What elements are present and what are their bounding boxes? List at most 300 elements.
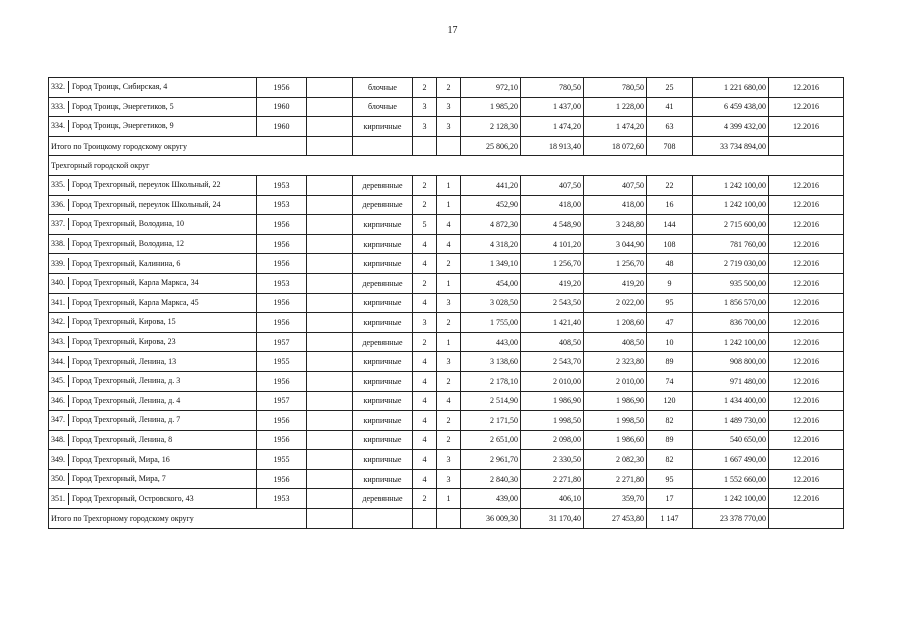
area-total-cell: 2 128,30 [461, 117, 521, 137]
area-living-cell: 406,10 [521, 489, 584, 509]
address-cell [49, 352, 257, 372]
address-text: Город Трехгорный, Мира, 7 [72, 474, 166, 484]
floors-cell: 2 [413, 175, 437, 195]
entrances-cell: 3 [437, 97, 461, 117]
entrances-cell: 1 [437, 332, 461, 352]
residents-cell: 25 [647, 78, 693, 98]
year-cell: 1956 [257, 469, 307, 489]
floors-cell: 4 [413, 234, 437, 254]
cost-cell: 6 459 438,00 [693, 97, 769, 117]
year-cell: 1953 [257, 175, 307, 195]
table-row [49, 332, 844, 352]
area-living-cell: 1 421,40 [521, 313, 584, 333]
entrances-cell: 3 [437, 117, 461, 137]
date-cell: 12.2016 [769, 489, 844, 509]
page-number: 17 [447, 25, 458, 36]
row-number: 345. [51, 376, 65, 386]
entrances-cell: 2 [437, 313, 461, 333]
cell-divider [68, 238, 69, 250]
total-label: Итого по Трехгорному городскому округу [49, 509, 307, 529]
cell-divider [68, 316, 69, 328]
cell-divider [68, 101, 69, 113]
cost-cell: 1 242 100,00 [693, 195, 769, 215]
area-total-cell: 2 961,70 [461, 450, 521, 470]
floors-cell: 2 [413, 489, 437, 509]
address-text: Город Трехгорный, Ленина, д. 3 [72, 376, 181, 386]
cell-divider [68, 375, 69, 387]
area-residential-cell: 1 998,50 [584, 411, 647, 431]
housing-register-table [48, 77, 844, 529]
date-cell: 12.2016 [769, 175, 844, 195]
area-residential-cell: 1 474,20 [584, 117, 647, 137]
empty-cell [353, 136, 413, 156]
row-number: 333. [51, 101, 65, 111]
address-cell [49, 313, 257, 333]
table-row [49, 215, 844, 235]
area-residential-cell: 2 022,00 [584, 293, 647, 313]
date-cell: 12.2016 [769, 371, 844, 391]
empty-cell [307, 489, 353, 509]
year-cell: 1957 [257, 391, 307, 411]
floors-cell: 4 [413, 469, 437, 489]
entrances-cell: 4 [437, 234, 461, 254]
empty-cell [307, 97, 353, 117]
address-text: Город Троицк, Сибирская, 4 [72, 82, 168, 92]
entrances-cell: 1 [437, 175, 461, 195]
empty-cell [307, 313, 353, 333]
table-row [49, 293, 844, 313]
date-cell: 12.2016 [769, 215, 844, 235]
row-number: 346. [51, 395, 65, 405]
area-living-cell: 1 474,20 [521, 117, 584, 137]
address-cell [49, 215, 257, 235]
total-label: Итого по Троицкому городскому округу [49, 136, 307, 156]
address-cell [49, 469, 257, 489]
cell-divider [68, 258, 69, 270]
table-row [49, 391, 844, 411]
residents-cell: 1 147 [647, 509, 693, 529]
cost-cell: 2 715 600,00 [693, 215, 769, 235]
row-number: 351. [51, 493, 65, 503]
material-cell: кирпичные [353, 469, 413, 489]
residents-cell: 120 [647, 391, 693, 411]
area-living-cell: 780,50 [521, 78, 584, 98]
empty-cell [307, 254, 353, 274]
empty-cell [437, 509, 461, 529]
area-residential-cell: 2 323,80 [584, 352, 647, 372]
empty-cell [307, 117, 353, 137]
empty-cell [413, 136, 437, 156]
floors-cell: 2 [413, 273, 437, 293]
area-living-cell: 2 098,00 [521, 430, 584, 450]
area-residential-cell: 1 986,90 [584, 391, 647, 411]
empty-cell [307, 469, 353, 489]
year-cell: 1953 [257, 489, 307, 509]
material-cell: кирпичные [353, 117, 413, 137]
empty-cell [307, 391, 353, 411]
material-cell: деревянные [353, 489, 413, 509]
residents-cell: 95 [647, 469, 693, 489]
residents-cell: 48 [647, 254, 693, 274]
row-number: 337. [51, 219, 65, 229]
area-living-cell: 2 330,50 [521, 450, 584, 470]
address-text: Город Троицк, Энергетиков, 5 [72, 101, 174, 111]
area-residential-cell: 418,00 [584, 195, 647, 215]
empty-cell [307, 78, 353, 98]
empty-cell [307, 411, 353, 431]
area-total-cell: 3 028,50 [461, 293, 521, 313]
entrances-cell: 2 [437, 371, 461, 391]
year-cell: 1957 [257, 332, 307, 352]
address-text: Город Трехгорный, Ленина, д. 4 [72, 395, 181, 405]
floors-cell: 3 [413, 313, 437, 333]
area-living-cell: 407,50 [521, 175, 584, 195]
table-row [49, 313, 844, 333]
empty-cell [307, 234, 353, 254]
entrances-cell: 3 [437, 352, 461, 372]
address-cell [49, 450, 257, 470]
area-residential-cell: 2 271,80 [584, 469, 647, 489]
date-cell: 12.2016 [769, 391, 844, 411]
area-total-cell: 439,00 [461, 489, 521, 509]
empty-cell [307, 450, 353, 470]
residents-cell: 47 [647, 313, 693, 333]
total-row [49, 509, 844, 529]
cost-cell: 1 434 400,00 [693, 391, 769, 411]
cost-cell: 23 378 770,00 [693, 509, 769, 529]
residents-cell: 74 [647, 371, 693, 391]
address-cell [49, 391, 257, 411]
residents-cell: 708 [647, 136, 693, 156]
empty-cell [307, 332, 353, 352]
floors-cell: 4 [413, 430, 437, 450]
address-text: Город Трехгорный, Ленина, 8 [72, 434, 173, 444]
empty-cell [413, 509, 437, 529]
cost-cell: 1 242 100,00 [693, 175, 769, 195]
cell-divider [68, 434, 69, 446]
date-cell: 12.2016 [769, 293, 844, 313]
area-total-cell: 1 755,00 [461, 313, 521, 333]
area-living-cell: 1 998,50 [521, 411, 584, 431]
residents-cell: 144 [647, 215, 693, 235]
residents-cell: 10 [647, 332, 693, 352]
table-row [49, 254, 844, 274]
area-total-cell: 2 840,30 [461, 469, 521, 489]
row-number: 342. [51, 317, 65, 327]
area-total-cell: 454,00 [461, 273, 521, 293]
year-cell: 1956 [257, 411, 307, 431]
material-cell: деревянные [353, 332, 413, 352]
entrances-cell: 4 [437, 391, 461, 411]
section-label: Трехгорный городской округ [49, 156, 844, 176]
area-residential-cell: 3 248,80 [584, 215, 647, 235]
floors-cell: 4 [413, 352, 437, 372]
empty-cell [307, 352, 353, 372]
cost-cell: 836 700,00 [693, 313, 769, 333]
area-total-cell: 1 349,10 [461, 254, 521, 274]
cost-cell: 1 242 100,00 [693, 332, 769, 352]
address-cell [49, 78, 257, 98]
entrances-cell: 1 [437, 273, 461, 293]
year-cell: 1956 [257, 430, 307, 450]
address-text: Город Трехгорный, Карла Маркса, 45 [72, 297, 199, 307]
row-number: 348. [51, 434, 65, 444]
table-body [49, 78, 844, 529]
cost-cell: 1 221 680,00 [693, 78, 769, 98]
material-cell: кирпичные [353, 391, 413, 411]
floors-cell: 3 [413, 97, 437, 117]
cost-cell: 1 242 100,00 [693, 489, 769, 509]
area-total-cell: 2 178,10 [461, 371, 521, 391]
area-living-cell: 18 913,40 [521, 136, 584, 156]
address-text: Город Трехгорный, Кирова, 15 [72, 317, 176, 327]
row-number: 344. [51, 356, 65, 366]
date-cell: 12.2016 [769, 450, 844, 470]
row-number: 341. [51, 297, 65, 307]
area-residential-cell: 408,50 [584, 332, 647, 352]
area-total-cell: 2 651,00 [461, 430, 521, 450]
date-cell: 12.2016 [769, 117, 844, 137]
date-cell: 12.2016 [769, 254, 844, 274]
address-text: Город Трехгорный, Карла Маркса, 34 [72, 278, 199, 288]
area-living-cell: 1 986,90 [521, 391, 584, 411]
cell-divider [68, 493, 69, 505]
table-row [49, 97, 844, 117]
year-cell: 1960 [257, 117, 307, 137]
floors-cell: 2 [413, 195, 437, 215]
address-text: Город Трехгорный, Володина, 10 [72, 219, 184, 229]
empty-cell [307, 273, 353, 293]
area-total-cell: 2 171,50 [461, 411, 521, 431]
table-row [49, 195, 844, 215]
material-cell: деревянные [353, 273, 413, 293]
address-cell [49, 411, 257, 431]
cost-cell: 1 489 730,00 [693, 411, 769, 431]
residents-cell: 82 [647, 450, 693, 470]
address-text: Город Трехгорный, Кирова, 23 [72, 336, 176, 346]
cost-cell: 781 760,00 [693, 234, 769, 254]
address-text: Город Трехгорный, Володина, 12 [72, 238, 184, 248]
empty-cell [353, 509, 413, 529]
floors-cell: 4 [413, 450, 437, 470]
row-number: 339. [51, 258, 65, 268]
material-cell: блочные [353, 78, 413, 98]
table-row [49, 117, 844, 137]
cell-divider [68, 336, 69, 348]
material-cell: кирпичные [353, 234, 413, 254]
cost-cell: 33 734 894,00 [693, 136, 769, 156]
material-cell: блочные [353, 97, 413, 117]
row-number: 334. [51, 121, 65, 131]
address-text: Город Трехгорный, Мира, 16 [72, 454, 170, 464]
year-cell: 1956 [257, 215, 307, 235]
date-cell: 12.2016 [769, 273, 844, 293]
address-cell [49, 234, 257, 254]
area-living-cell: 1 256,70 [521, 254, 584, 274]
material-cell: кирпичные [353, 313, 413, 333]
cell-divider [68, 120, 69, 132]
date-cell: 12.2016 [769, 97, 844, 117]
empty-cell [307, 136, 353, 156]
area-living-cell: 31 170,40 [521, 509, 584, 529]
area-total-cell: 25 806,20 [461, 136, 521, 156]
area-total-cell: 2 514,90 [461, 391, 521, 411]
empty-cell [769, 509, 844, 529]
address-cell [49, 254, 257, 274]
table-row [49, 234, 844, 254]
year-cell: 1955 [257, 450, 307, 470]
entrances-cell: 3 [437, 450, 461, 470]
year-cell: 1956 [257, 78, 307, 98]
area-residential-cell: 2 010,00 [584, 371, 647, 391]
cell-divider [68, 81, 69, 93]
year-cell: 1956 [257, 371, 307, 391]
residents-cell: 89 [647, 430, 693, 450]
material-cell: кирпичные [353, 352, 413, 372]
area-total-cell: 441,20 [461, 175, 521, 195]
table-row [49, 411, 844, 431]
address-cell [49, 489, 257, 509]
area-total-cell: 4 872,30 [461, 215, 521, 235]
material-cell: кирпичные [353, 371, 413, 391]
area-living-cell: 2 271,80 [521, 469, 584, 489]
table-row [49, 469, 844, 489]
material-cell: кирпичные [353, 450, 413, 470]
empty-cell [307, 215, 353, 235]
area-total-cell: 4 318,20 [461, 234, 521, 254]
area-total-cell: 36 009,30 [461, 509, 521, 529]
address-cell [49, 195, 257, 215]
area-living-cell: 4 548,90 [521, 215, 584, 235]
area-residential-cell: 419,20 [584, 273, 647, 293]
entrances-cell: 2 [437, 411, 461, 431]
empty-cell [307, 509, 353, 529]
cell-divider [68, 395, 69, 407]
residents-cell: 95 [647, 293, 693, 313]
date-cell: 12.2016 [769, 411, 844, 431]
floors-cell: 4 [413, 391, 437, 411]
area-residential-cell: 3 044,90 [584, 234, 647, 254]
year-cell: 1956 [257, 313, 307, 333]
address-cell [49, 430, 257, 450]
floors-cell: 4 [413, 411, 437, 431]
area-living-cell: 418,00 [521, 195, 584, 215]
row-number: 349. [51, 454, 65, 464]
entrances-cell: 3 [437, 293, 461, 313]
cell-divider [68, 356, 69, 368]
material-cell: деревянные [353, 195, 413, 215]
entrances-cell: 4 [437, 215, 461, 235]
date-cell: 12.2016 [769, 78, 844, 98]
year-cell: 1955 [257, 352, 307, 372]
table-row [49, 352, 844, 372]
area-residential-cell: 780,50 [584, 78, 647, 98]
table-row [49, 489, 844, 509]
area-living-cell: 2 543,70 [521, 352, 584, 372]
cost-cell: 1 856 570,00 [693, 293, 769, 313]
address-cell [49, 293, 257, 313]
date-cell: 12.2016 [769, 469, 844, 489]
area-total-cell: 443,00 [461, 332, 521, 352]
empty-cell [307, 195, 353, 215]
entrances-cell: 3 [437, 469, 461, 489]
year-cell: 1953 [257, 195, 307, 215]
row-number: 338. [51, 238, 65, 248]
table-row [49, 175, 844, 195]
area-residential-cell: 407,50 [584, 175, 647, 195]
material-cell: кирпичные [353, 254, 413, 274]
empty-cell [307, 371, 353, 391]
section-header-row [49, 156, 844, 176]
row-number: 340. [51, 278, 65, 288]
residents-cell: 16 [647, 195, 693, 215]
table-row [49, 371, 844, 391]
address-text: Город Трехгорный, Ленина, д. 7 [72, 415, 181, 425]
date-cell: 12.2016 [769, 332, 844, 352]
residents-cell: 22 [647, 175, 693, 195]
cost-cell: 4 399 432,00 [693, 117, 769, 137]
year-cell: 1956 [257, 234, 307, 254]
floors-cell: 2 [413, 332, 437, 352]
address-text: Город Трехгорный, Калинина, 6 [72, 258, 181, 268]
cost-cell: 908 800,00 [693, 352, 769, 372]
table-row [49, 78, 844, 98]
date-cell: 12.2016 [769, 234, 844, 254]
cost-cell: 1 552 660,00 [693, 469, 769, 489]
table-row [49, 273, 844, 293]
entrances-cell: 2 [437, 78, 461, 98]
floors-cell: 3 [413, 117, 437, 137]
cell-divider [68, 414, 69, 426]
material-cell: кирпичные [353, 215, 413, 235]
floors-cell: 5 [413, 215, 437, 235]
cost-cell: 540 650,00 [693, 430, 769, 450]
empty-cell [437, 136, 461, 156]
entrances-cell: 2 [437, 254, 461, 274]
area-living-cell: 2 010,00 [521, 371, 584, 391]
floors-cell: 4 [413, 371, 437, 391]
material-cell: кирпичные [353, 411, 413, 431]
area-living-cell: 419,20 [521, 273, 584, 293]
address-cell [49, 371, 257, 391]
area-total-cell: 452,90 [461, 195, 521, 215]
date-cell: 12.2016 [769, 430, 844, 450]
area-living-cell: 2 543,50 [521, 293, 584, 313]
entrances-cell: 1 [437, 195, 461, 215]
cell-divider [68, 218, 69, 230]
address-cell [49, 332, 257, 352]
cost-cell: 935 500,00 [693, 273, 769, 293]
area-living-cell: 408,50 [521, 332, 584, 352]
year-cell: 1960 [257, 97, 307, 117]
area-residential-cell: 359,70 [584, 489, 647, 509]
residents-cell: 17 [647, 489, 693, 509]
row-number: 343. [51, 336, 65, 346]
residents-cell: 63 [647, 117, 693, 137]
empty-cell [307, 293, 353, 313]
area-residential-cell: 27 453,80 [584, 509, 647, 529]
row-number: 350. [51, 474, 65, 484]
area-living-cell: 4 101,20 [521, 234, 584, 254]
area-residential-cell: 18 072,60 [584, 136, 647, 156]
residents-cell: 89 [647, 352, 693, 372]
material-cell: кирпичные [353, 430, 413, 450]
material-cell: деревянные [353, 175, 413, 195]
address-text: Город Трехгорный, переулок Школьный, 22 [72, 180, 221, 190]
area-residential-cell: 1 256,70 [584, 254, 647, 274]
address-cell [49, 273, 257, 293]
row-number: 332. [51, 82, 65, 92]
